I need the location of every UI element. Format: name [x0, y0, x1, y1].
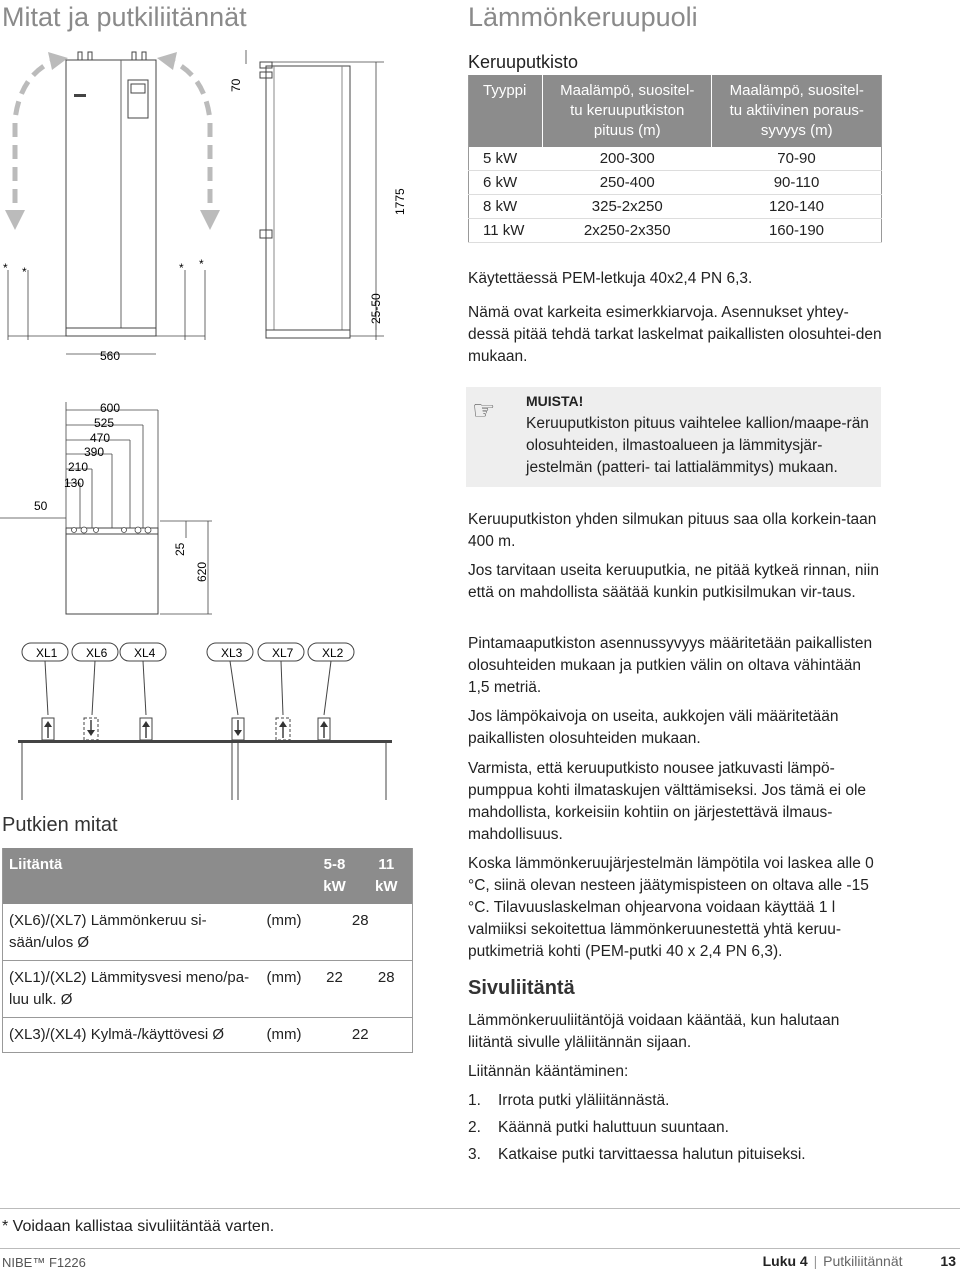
- page-title: Mitat ja putkiliitännät: [2, 2, 247, 32]
- dim-top-label: 70: [229, 78, 243, 92]
- dim-130: 130: [64, 476, 85, 490]
- table-row: (XL6)/(XL7) Lämmönkeruu si-sään/ulos Ø (mm) 28: [3, 904, 413, 961]
- top-view-drawing: [0, 390, 420, 800]
- dim-25: 25: [173, 542, 187, 556]
- keruuputkisto-title: Keruuputkisto: [468, 52, 579, 72]
- pointing-hand-icon: ☞: [472, 395, 496, 425]
- label-xl3: XL3: [221, 646, 243, 660]
- page-number: 13: [940, 1253, 956, 1269]
- dim-525: 525: [94, 416, 115, 430]
- table-row: (XL1)/(XL2) Lämmitysvesi meno/pa-luu ulk. Ø (mm) 22 28: [3, 961, 413, 1018]
- steps-list: [468, 1087, 806, 1168]
- header-syvyys: Maalämpö, suositel- tu aktiivinen poraus- syvyys (m): [712, 75, 882, 147]
- label-xl2: XL2: [322, 646, 344, 660]
- note-box: [466, 387, 881, 487]
- table-row: 5 kW 200-300 70-90: [469, 147, 882, 171]
- putkien-mitat-title: Putkien mitat: [2, 814, 118, 836]
- paragraph: Käytettäessä PEM-letkuja 40x2,4 PN 6,3.: [468, 270, 753, 287]
- dim-620: 620: [195, 561, 209, 582]
- header-11kw: 11 kW: [361, 848, 413, 904]
- star-mark: *: [199, 257, 204, 271]
- header-liitanta: Liitäntä: [3, 848, 309, 904]
- label-xl1: XL1: [36, 646, 58, 660]
- section-title: Lämmönkeruupuoli: [468, 2, 698, 32]
- list-item: 2. Käännä putki haluttuun suuntaan.: [468, 1119, 729, 1136]
- footnote: * Voidaan kallistaa sivuliitäntää varten.: [2, 1218, 275, 1235]
- list-item: 3. Katkaise putki tarvittaessa halutun pituiseksi.: [468, 1146, 806, 1163]
- list-item: 1. Irrota putki yläliitännästä.: [468, 1092, 670, 1109]
- label-xl6: XL6: [86, 646, 108, 660]
- paragraph: Varmista, että keruuputkisto nousee jatkuvasti lämpö-pumppua kohti ilmataskujen välttämiseksi. Jos tämä ei ole mahdollista, korkeisiin kohtiin on järjestettävä ilmaus-mahdollisuus.: [468, 760, 867, 843]
- footer-product: NIBE™ F1226: [2, 1255, 86, 1270]
- table-row: 8 kW 325-2x250 120-140: [469, 195, 882, 219]
- star-mark: *: [3, 261, 8, 275]
- footer-chapter: Luku 4 | Putkiliitännät 13: [762, 1253, 956, 1269]
- dim-600: 600: [100, 401, 121, 415]
- paragraph: Lämmönkeruuliitäntöjä voidaan kääntää, kun halutaan liitäntä sivulle yläliitännän sijaan.: [468, 1012, 840, 1051]
- divider: [0, 1248, 960, 1249]
- table-row: 11 kW 2x250-2x350 160-190: [469, 219, 882, 243]
- dim-390: 390: [84, 445, 105, 459]
- dim-50: 50: [34, 499, 48, 513]
- dim-height-label: 1775: [393, 188, 407, 215]
- paragraph: Koska lämmönkeruujärjestelmän lämpötila voi laskea alle 0 °C, siinä olevan nesteen jäätymispisteen on oltava alle -15 °C. Tilavuuslaskelman ohjearvona voidaan käyttää 1 l valmiiksi sekoitettua lämmönkeruunestettä yhtä keruu-putkimetriä kohti (PEM-putki 40 x 2,4 PN 6,3).: [468, 855, 874, 960]
- header-5-8kw: 5-8 kW: [309, 848, 361, 904]
- paragraph: Keruuputkiston yhden silmukan pituus saa olla korkein-taan 400 m.: [468, 511, 877, 550]
- label-xl7: XL7: [272, 646, 294, 660]
- paragraph: Nämä ovat karkeita esimerkkiarvoja. Asennukset yhtey-dessä pitää tehdä tarkat laskelmat paikallisten olosuhtei-den mukaan.: [468, 304, 882, 365]
- table-row: (XL3)/(XL4) Kylmä-/käyttövesi Ø (mm) 22: [3, 1018, 413, 1053]
- dim-width-label: 560: [100, 349, 121, 363]
- header-tyyppi: Tyyppi: [469, 75, 543, 147]
- header-pituus: Maalämpö, suositel- tu keruuputkiston pituus (m): [543, 75, 712, 147]
- paragraph: Jos tarvitaan useita keruuputkia, ne pitää kytkeä rinnan, niin että on mahdollista säätää kunkin putkisilmukan vir-taus.: [468, 562, 879, 601]
- note-text: Keruuputkiston pituus vaihtelee kallion/maape-rän olosuhteiden, ilmastoalueen ja lämmitysjär-jestelmän (patteri- tai lattialämmitys) mukaan.: [526, 415, 869, 476]
- table-row: 6 kW 250-400 90-110: [469, 171, 882, 195]
- dim-210: 210: [68, 460, 89, 474]
- star-mark: *: [179, 261, 184, 275]
- divider: [0, 1208, 960, 1209]
- paragraph: Liitännän kääntäminen:: [468, 1063, 629, 1080]
- keruuputkisto-table: [468, 75, 882, 243]
- star-mark: *: [22, 265, 27, 279]
- putkien-mitat-table: [2, 848, 413, 1053]
- dim-470: 470: [90, 431, 111, 445]
- paragraph: Jos lämpökaivoja on useita, aukkojen väli määritetään paikallisten olosuhteiden mukaan.: [468, 708, 839, 747]
- sivuliitanta-title: Sivuliitäntä: [468, 977, 575, 999]
- paragraph: Pintamaaputkiston asennussyvyys määritetään paikallisten olosuhteiden mukaan ja putkien välin on oltava vähintään 1,5 metriä.: [468, 635, 873, 696]
- note-title: MUISTA!: [526, 393, 584, 409]
- front-side-view-drawing: [0, 40, 420, 370]
- label-xl4: XL4: [134, 646, 156, 660]
- dim-feet-label: 25-50: [369, 293, 383, 324]
